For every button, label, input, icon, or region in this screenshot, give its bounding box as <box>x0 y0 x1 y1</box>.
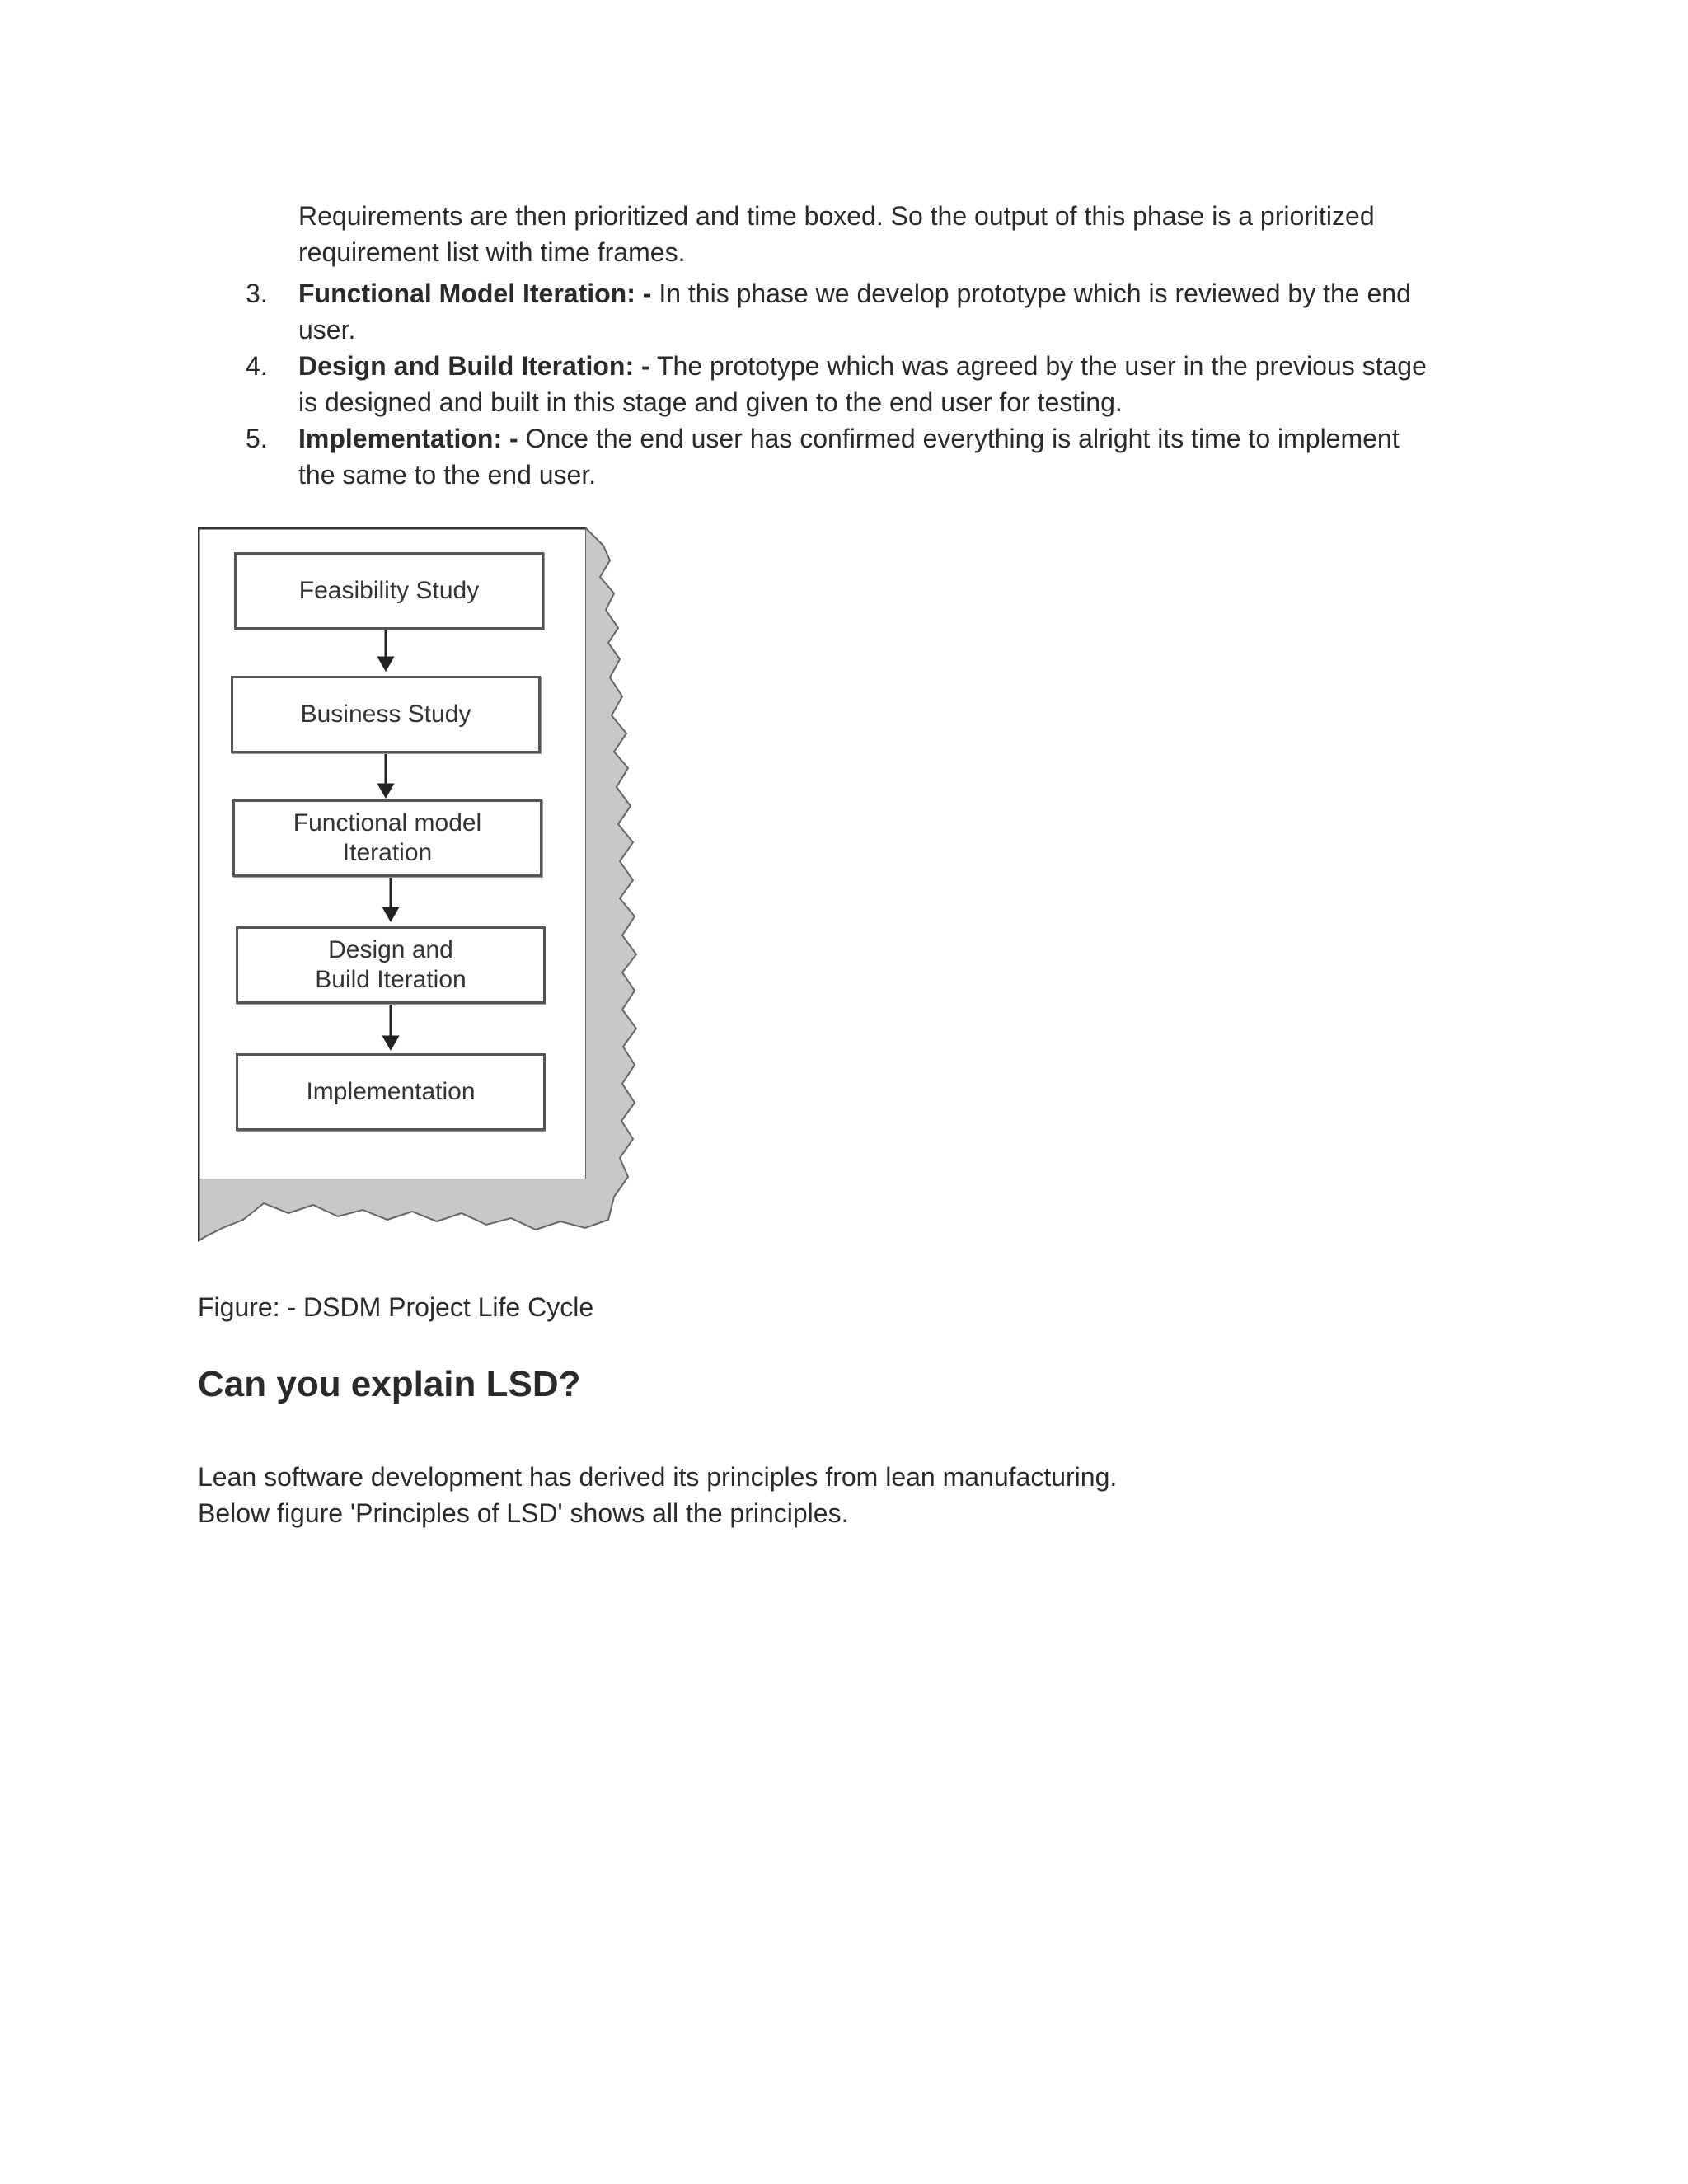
list-number: 3. <box>246 279 268 308</box>
section-heading: Can you explain LSD? <box>198 1364 581 1404</box>
list-text-continued: user. <box>298 315 356 344</box>
box-design-build-iteration <box>236 926 546 1004</box>
list-item <box>232 275 1469 348</box>
dsdm-lifecycle-figure <box>198 527 676 1253</box>
box-feasibility-study <box>234 552 544 630</box>
figure-frame <box>198 527 676 1253</box>
list-text: Once the end user has confirmed everything is alright its time to implement <box>525 424 1400 453</box>
box-implementation <box>236 1053 546 1131</box>
list-text: The prototype which was agreed by the user in the previous stage <box>656 351 1427 381</box>
intro-line-1: Requirements are then prioritized and time boxed. So the output of this phase is a prioritized <box>298 201 1375 231</box>
body-paragraph <box>198 1459 1434 1531</box>
intro-paragraph <box>298 198 1469 270</box>
body-line-1: Lean software development has derived its principles from lean manufacturing. <box>198 1462 1118 1492</box>
body-line-2: Below figure 'Principles of LSD' shows all the principles. <box>198 1498 849 1528</box>
list-text-continued: is designed and built in this stage and given to the end user for testing. <box>298 387 1123 417</box>
list-term: Functional Model Iteration: - <box>298 279 652 308</box>
intro-line-2: requirement list with time frames. <box>298 237 686 267</box>
box-functional-model-iteration <box>232 799 542 877</box>
list-term: Design and Build Iteration: - <box>298 351 650 381</box>
box-label: Design and <box>328 936 453 963</box>
box-label-line-2: Build Iteration <box>315 966 467 993</box>
list-item <box>232 420 1469 493</box>
list-number: 4. <box>246 351 268 381</box>
list-term: Implementation: - <box>298 424 518 453</box>
box-business-study <box>231 676 541 753</box>
list-item <box>232 348 1469 420</box>
list-text-continued: the same to the end user. <box>298 460 597 490</box>
phase-list <box>232 275 1469 493</box>
list-text: In this phase we develop prototype which is reviewed by the end <box>659 279 1411 308</box>
box-label: Implementation <box>306 1078 476 1105</box>
box-label-line-2: Iteration <box>342 839 433 866</box>
box-label: Business Study <box>300 701 471 728</box>
box-label: Feasibility Study <box>298 577 480 604</box>
box-label: Functional model <box>293 809 482 837</box>
figure-caption: Figure: - DSDM Project Life Cycle <box>198 1292 594 1322</box>
list-number: 5. <box>246 424 268 453</box>
